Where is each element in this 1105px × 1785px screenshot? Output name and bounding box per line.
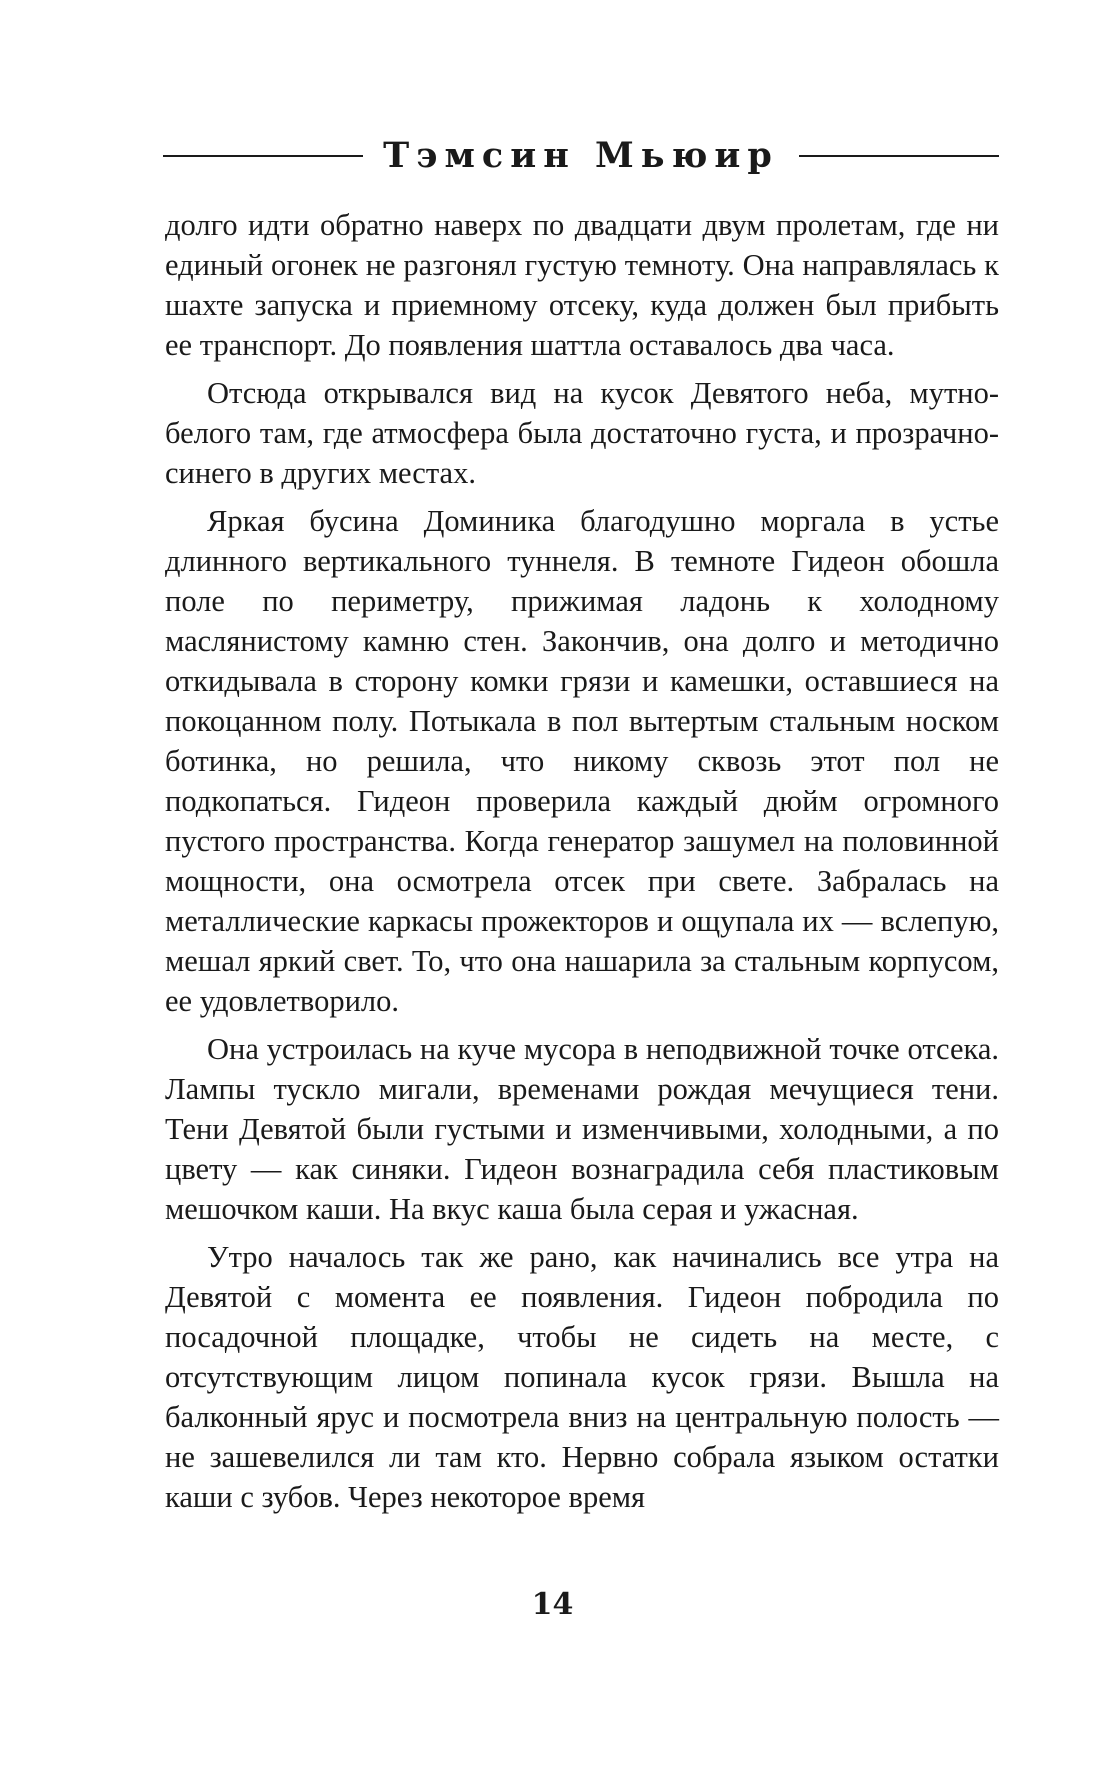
header-rule-right bbox=[799, 155, 999, 157]
paragraph: Отсюда открывался вид на кусок Девятого неба, мутно-белого там, где атмосфера была достаточно густа, и прозрачно-синего в других местах. bbox=[165, 376, 999, 490]
paragraph-continuation: долго идти обратно наверх по двадцати двум пролетам, где ни единый огонек не разгонял густую темноту. Она направлялась к шахте запуска и приемному отсеку, куда должен был прибыть ее транспорт. До появления шаттла оставалось два часа. bbox=[165, 208, 999, 362]
body-text bbox=[165, 205, 999, 1517]
running-title: Тэмсин Мьюир bbox=[383, 135, 779, 176]
paragraph-last: Утро началось так же рано, как начинались все утра на Девятой с момента ее появления. Гидеон побродила по посадочной площадке, чтобы не сидеть на месте, с отсутствующим лицом попинала кусок грязи. Вышла на балконный ярус и посмотрела вниз на центральную полость — не зашевелился ли там кто. Нервно собрала языком остатки каши с зубов. Через некоторое время bbox=[165, 1240, 999, 1514]
running-header bbox=[163, 128, 999, 184]
page-number: 14 bbox=[531, 1587, 574, 1622]
paragraph: Яркая бусина Доминика благодушно моргала в устье длинного вертикального туннеля. В темноте Гидеон обошла поле по периметру, прижимая ладонь к холодному маслянистому камню стен. Закончив, она долго и методично откидывала в сторону комки грязи и камешки, оставшиеся на покоцанном полу. Потыкала в пол вытертым стальным носком ботинка, но решила, что никому сквозь этот пол не подкопаться. Гидеон проверила каждый дюйм огромного пустого пространства. Когда генератор зашумел на половинной мощности, она осмотрела отсек при свете. Забралась на металлические каркасы прожекторов и ощупала их — вслепую, мешал яркий свет. То, что она нашарила за стальным корпусом, ее удовлетворило. bbox=[165, 504, 999, 1018]
header-rule-left bbox=[163, 155, 363, 157]
paragraph: Она устроилась на куче мусора в неподвижной точке отсека. Лампы тускло мигали, временами рождая мечущиеся тени. Тени Девятой были густыми и изменчивыми, холодными, а по цвету — как синяки. Гидеон вознаградила себя пластиковым мешочком каши. На вкус каша была серая и ужасная. bbox=[165, 1032, 999, 1226]
